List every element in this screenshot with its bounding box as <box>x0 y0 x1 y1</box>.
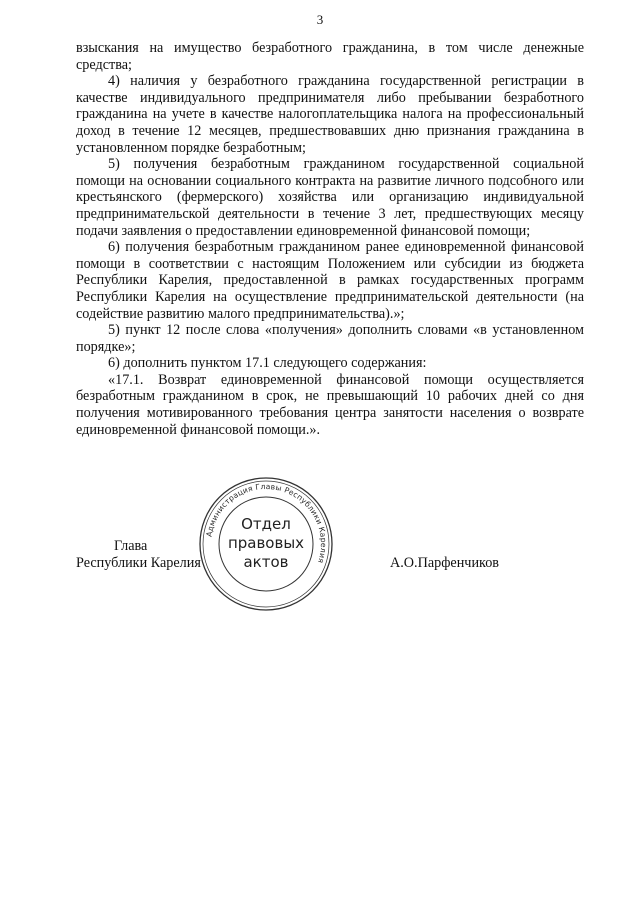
paragraph-item-5: 5) получения безработным гражданином государственной социальной помощи на основании социального контракта на развитие личного подсобного или крестьянского (фермерского) хозяйства или организацию индивидуальной предпринимательской деятельности в течение 3 лет, предшествующих месяцу подачи заявления о предоставлении единовременной финансовой помощи; <box>76 156 584 239</box>
signatory-title-line1: Глава <box>114 538 148 554</box>
signatory-title <box>76 538 201 572</box>
paragraph-continuation: взыскания на имущество безработного гражданина, в том числе денежные средства; <box>76 40 584 73</box>
paragraph-item-6: 6) получения безработным гражданином ранее единовременной финансовой помощи в соответствии с настоящим Положением или субсидии из бюджета Республики Карелия, предоставленной в рамках государственных программ Республики Карелия на осуществление предпринимательской деятельности (на содействие развитию малого предпринимательства).»; <box>76 239 584 322</box>
signatory-name: А.О.Парфенчиков <box>390 555 499 571</box>
document-body <box>76 40 584 438</box>
paragraph-clause-17-1: «17.1. Возврат единовременной финансовой помощи осуществляется безработным гражданином в срок, не превышающий 10 рабочих дней со дня получения мотивированного требования центра занятости населения о возврате единовременной финансовой помощи.». <box>76 371 584 438</box>
stamp-ring-text: Администрация Главы Республики Карелия <box>204 481 329 565</box>
paragraph-amend-5: 5) пункт 12 после слова «получения» дополнить словами «в установленном порядке»; <box>76 322 584 355</box>
official-stamp <box>196 474 336 614</box>
signatory-title-line2: Республики Карелия <box>76 555 201 571</box>
stamp-center-line2: правовых <box>227 534 305 552</box>
paragraph-item-4: 4) наличия у безработного гражданина государственной регистрации в качестве индивидуального предпринимателя либо пребывании безработного гражданина на учете в качестве налогоплательщика налога на профессиональный доход в течение 12 месяцев, предшествовавших дню признания гражданина в установленном порядке безработным; <box>76 73 584 156</box>
paragraph-amend-6: 6) дополнить пунктом 17.1 следующего содержания: <box>108 355 427 372</box>
stamp-center-line1: Отдел <box>241 515 291 533</box>
stamp-center-line3: актов <box>243 553 289 571</box>
page-number: 3 <box>316 12 324 27</box>
